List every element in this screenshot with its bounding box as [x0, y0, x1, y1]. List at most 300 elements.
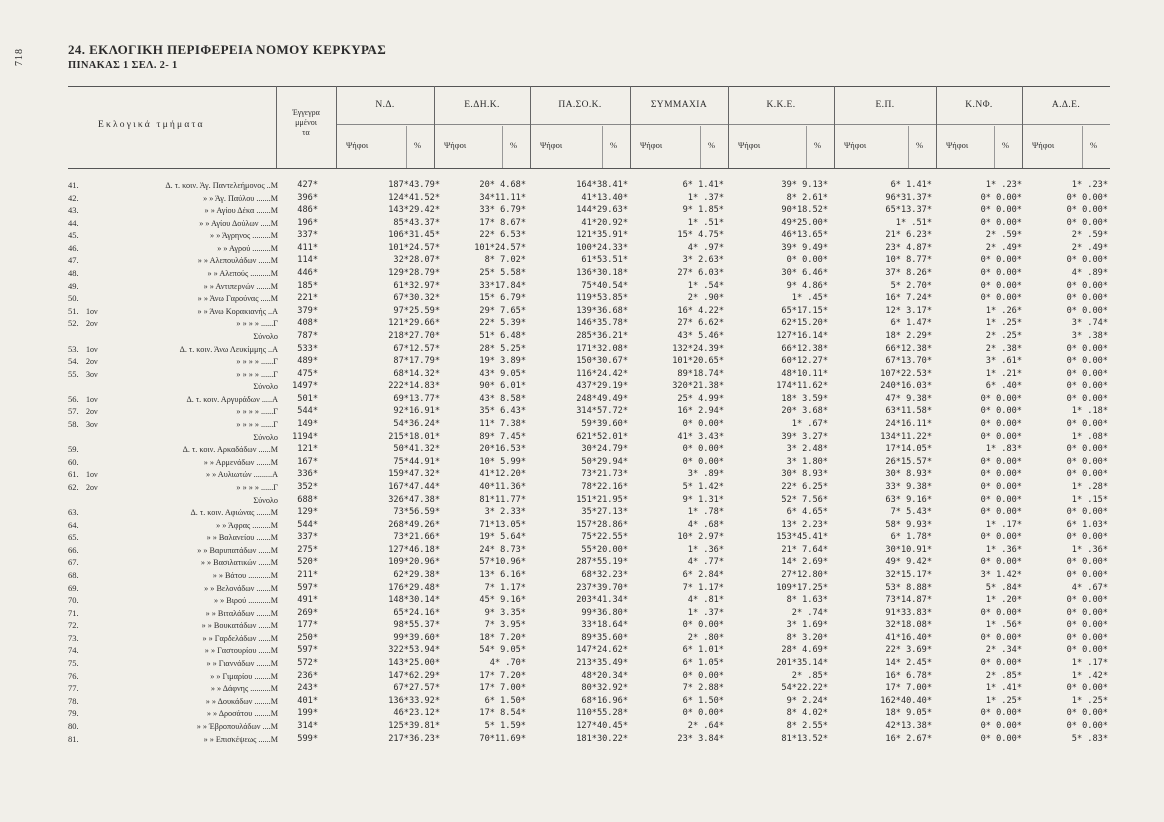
party-result-cell: 2* .85*: [791, 670, 828, 681]
party-result-cell: 164*38.41*: [576, 180, 628, 190]
registered-voters: 129*: [297, 507, 318, 518]
row-number: 69.: [68, 582, 79, 593]
votes-subheader: Ψήφοι: [946, 140, 969, 150]
party-result-cell: 222*14.83*: [388, 381, 440, 392]
table-row: [0, 595, 1164, 606]
party-header-nd: Ν.Δ.: [375, 100, 395, 110]
subheader-divider: [908, 126, 909, 168]
party-result-cell: 78*22.16*: [581, 481, 628, 492]
row-number: 58.: [68, 419, 79, 430]
row-number: 57.: [68, 406, 79, 417]
party-result-cell: 0* 0.00*: [980, 733, 1022, 744]
table-row: [0, 356, 1164, 367]
party-result-cell: 0* 0.00*: [980, 607, 1022, 618]
party-result-cell: 146*35.78*: [576, 318, 628, 329]
party-result-cell: 43* 5.46*: [677, 330, 724, 341]
party-result-cell: 0* 0.00*: [1066, 343, 1108, 354]
party-result-cell: 32*18.08*: [885, 620, 932, 631]
section-name: » » Γαρδελάδων ......Μ: [202, 633, 278, 643]
party-result-cell: 67*12.57*: [393, 343, 440, 354]
party-result-cell: 0* 0.00*: [786, 255, 828, 266]
party-result-cell: 30*10.91*: [885, 544, 932, 555]
party-result-cell: 1* .36*: [985, 544, 1022, 555]
party-result-cell: 1* .17*: [985, 519, 1022, 530]
registered-voters: 572*: [297, 658, 318, 669]
party-result-cell: 1* .08*: [1071, 431, 1108, 442]
party-result-cell: 22* 6.25*: [781, 481, 828, 492]
party-result-cell: 27* 6.62*: [677, 318, 724, 329]
percent-subheader: %: [610, 140, 618, 150]
table-row: [0, 394, 1164, 405]
registered-voters: 411*: [297, 242, 318, 253]
registered-voters: 401*: [297, 695, 318, 706]
party-result-cell: 3* .61*: [985, 356, 1022, 367]
party-result-cell: 68*32.23*: [581, 569, 628, 580]
registered-voters: 243*: [297, 683, 318, 694]
registered-voters: 520*: [297, 557, 318, 568]
registered-voters: 446*: [297, 268, 318, 279]
party-result-cell: 0* 0.00*: [980, 632, 1022, 643]
table-row: [0, 205, 1164, 216]
row-number: 68.: [68, 569, 79, 580]
party-result-cell: 0* 0.00*: [1066, 280, 1108, 291]
party-result-cell: 8* 1.63*: [786, 595, 828, 606]
party-result-cell: 0* 0.00*: [682, 444, 724, 455]
party-result-cell: 9* 1.85*: [682, 205, 724, 216]
registered-voters: 533*: [297, 343, 318, 354]
party-result-cell: 0* 0.00*: [1066, 293, 1108, 304]
registered-voters: 336*: [297, 469, 318, 480]
party-result-cell: 0* 0.00*: [1066, 469, 1108, 480]
party-result-cell: 314*57.72*: [576, 406, 628, 417]
registered-voters: 544*: [297, 406, 318, 417]
section-name: » » » » ......Γ: [236, 482, 278, 492]
section-name: » » » » ......Γ: [236, 369, 278, 379]
row-number: 60.: [68, 456, 79, 467]
party-result-cell: 16* 7.24*: [885, 293, 932, 304]
party-result-cell: 213*35.49*: [576, 658, 628, 669]
party-result-cell: 39* 9.13*: [781, 180, 828, 190]
party-result-cell: 119*53.85*: [576, 293, 628, 304]
party-result-cell: 66*12.38*: [781, 343, 828, 354]
table-row: [0, 608, 1164, 619]
row-number: 45.: [68, 230, 79, 241]
party-result-cell: 121*29.66*: [388, 318, 440, 329]
party-result-cell: 6* 4.65*: [786, 507, 828, 518]
party-result-cell: 0* 0.00*: [682, 456, 724, 467]
row-number: 78.: [68, 695, 79, 706]
row-number: 48.: [68, 268, 79, 279]
party-result-cell: 0* 0.00*: [1066, 532, 1108, 543]
section-name: » » » » ......Γ: [236, 357, 278, 367]
party-result-cell: 0* 0.00*: [1066, 595, 1108, 606]
party-result-cell: 30*24.79*: [581, 444, 628, 455]
party-result-cell: 171*32.08*: [576, 343, 628, 354]
party-result-cell: 0* 0.00*: [980, 393, 1022, 404]
section-name: Δ. τ. κοιν. Αρκαδάδων ......Μ: [182, 445, 278, 455]
party-result-cell: 27*12.80*: [781, 569, 828, 580]
subheader-divider: [406, 126, 407, 168]
party-result-cell: 4* .68*: [687, 519, 724, 530]
party-result-cell: 10* 5.99*: [479, 456, 526, 467]
party-result-cell: 101*24.57*: [388, 242, 440, 253]
party-result-cell: 55*20.00*: [581, 544, 628, 555]
registered-voters: 167*: [297, 456, 318, 467]
registered-voters: 379*: [297, 305, 318, 316]
party-result-cell: 125*39.81*: [388, 720, 440, 731]
section-class: 3ον: [86, 420, 98, 430]
section-class: 2ον: [86, 319, 98, 329]
party-result-cell: 30* 8.93*: [885, 469, 932, 480]
party-result-cell: 0* 0.00*: [1066, 217, 1108, 228]
party-result-cell: 65*17.15*: [781, 305, 828, 316]
header-divider: [276, 86, 277, 168]
party-result-cell: 4* .97*: [687, 242, 724, 253]
party-result-cell: 0* 0.00*: [682, 708, 724, 719]
row-number: 43.: [68, 205, 79, 216]
section-name: » » Επισκέψεως ......Μ: [203, 734, 278, 744]
party-result-cell: 37* 8.26*: [885, 268, 932, 279]
party-result-cell: 15* 6.79*: [479, 293, 526, 304]
registered-header: Έγγεγρα μμένοι τα: [292, 108, 320, 137]
section-name: » » Βάτου ...........Μ: [212, 570, 278, 580]
party-result-cell: 22* 6.53*: [479, 230, 526, 241]
header-bottom-rule: [68, 168, 1110, 169]
party-result-cell: 52* 7.56*: [781, 494, 828, 505]
row-number: 46.: [68, 242, 79, 253]
party-result-cell: 1* .21*: [985, 368, 1022, 379]
party-result-cell: 21* 6.23*: [885, 230, 932, 241]
party-result-cell: 41*20.92*: [581, 217, 628, 228]
section-name: » » Δάφνης ..........Μ: [210, 684, 278, 694]
party-result-cell: 61*32.97*: [393, 280, 440, 291]
party-result-cell: 1* .78*: [687, 507, 724, 518]
registered-voters: 599*: [297, 733, 318, 744]
party-result-cell: 0* 0.00*: [980, 481, 1022, 492]
row-number: 62.: [68, 481, 79, 492]
party-result-cell: 109*17.25*: [776, 582, 828, 593]
header-divider: [336, 86, 337, 168]
table-row: [0, 583, 1164, 594]
party-result-cell: 0* 0.00*: [980, 280, 1022, 291]
party-result-cell: 0* 0.00*: [1066, 356, 1108, 367]
party-result-cell: 73*21.66*: [393, 532, 440, 543]
section-name: Δ. τ. κοιν. Αργυράδων .....Α: [186, 394, 278, 404]
party-result-cell: 215*18.01*: [388, 431, 440, 442]
party-result-cell: 68*14.32*: [393, 368, 440, 379]
party-result-cell: 6* 1.50*: [682, 695, 724, 706]
row-number: 53.: [68, 343, 79, 354]
party-result-cell: 0* 0.00*: [682, 670, 724, 681]
row-number: 71.: [68, 607, 79, 618]
party-result-cell: 50*41.32*: [393, 444, 440, 455]
party-result-cell: 1* .37*: [687, 607, 724, 618]
table-row: [0, 193, 1164, 204]
section-name: » » Βουκατάδων ......Μ: [201, 621, 278, 631]
header-divider: [834, 86, 835, 168]
table-row: [0, 671, 1164, 682]
party-result-cell: 51* 6.48*: [479, 330, 526, 341]
table-row: [0, 734, 1164, 745]
party-result-cell: 39* 3.27*: [781, 431, 828, 442]
section-name: » » Γαστουρίου ......Μ: [204, 646, 278, 656]
percent-subheader: %: [916, 140, 924, 150]
table-row: [0, 633, 1164, 644]
table-row: [0, 444, 1164, 455]
party-result-cell: 10* 8.77*: [885, 255, 932, 266]
party-result-cell: 3* 2.63*: [682, 255, 724, 266]
party-result-cell: 0* 0.00*: [1066, 456, 1108, 467]
party-result-cell: 67*27.57*: [393, 683, 440, 694]
party-result-cell: 1* .41*: [985, 683, 1022, 694]
registered-voters: 114*: [297, 255, 318, 266]
party-result-cell: 1* .23*: [1071, 180, 1108, 190]
table-row: [0, 230, 1164, 241]
table-row: [0, 620, 1164, 631]
party-result-cell: 6* 1.05*: [682, 658, 724, 669]
header-top-rule: [68, 86, 1110, 87]
party-result-cell: 268*49.26*: [388, 519, 440, 530]
subheader-divider: [994, 126, 995, 168]
section-class: 1ον: [86, 394, 98, 404]
party-result-cell: 81*11.77*: [479, 494, 526, 505]
section-name: » » Αγίου Δούλων .....Μ: [199, 218, 278, 228]
section-class: 1ον: [86, 344, 98, 354]
votes-subheader: Ψήφοι: [640, 140, 663, 150]
subheader-divider: [700, 126, 701, 168]
party-result-cell: 85*43.37*: [393, 217, 440, 228]
table-row: [0, 306, 1164, 317]
party-result-cell: 43* 8.58*: [479, 393, 526, 404]
party-result-cell: 41*13.40*: [581, 192, 628, 203]
party-result-cell: 127*16.14*: [776, 330, 828, 341]
table-row: [0, 645, 1164, 656]
registered-voters: 1497*: [292, 381, 318, 392]
party-result-cell: 3* 2.33*: [484, 507, 526, 518]
party-result-cell: 25* 5.58*: [479, 268, 526, 279]
party-result-cell: 0* 0.00*: [980, 720, 1022, 731]
section-name: Σύνολο: [253, 495, 278, 505]
party-result-cell: 50*29.94*: [581, 456, 628, 467]
header-divider: [936, 86, 937, 168]
party-header-ade: Α.Δ.Ε.: [1051, 100, 1081, 110]
party-result-cell: 0* 0.00*: [1066, 557, 1108, 568]
registered-voters: 352*: [297, 481, 318, 492]
section-name: » » Γιαννάδων .......Μ: [206, 659, 278, 669]
party-result-cell: 39* 9.49*: [781, 242, 828, 253]
party-result-cell: 437*29.19*: [576, 381, 628, 392]
table-row: [0, 331, 1164, 342]
registered-voters: 337*: [297, 532, 318, 543]
party-result-cell: 2* .64*: [687, 720, 724, 731]
party-result-cell: 6* 2.84*: [682, 569, 724, 580]
table-row: [0, 658, 1164, 669]
party-result-cell: 174*11.62*: [776, 381, 828, 392]
party-result-cell: 1* .20*: [985, 595, 1022, 606]
party-result-cell: 9* 3.35*: [484, 607, 526, 618]
table-row: [0, 557, 1164, 568]
table-row: [0, 696, 1164, 707]
party-result-cell: 62*29.38*: [393, 569, 440, 580]
party-result-cell: 1* .17*: [1071, 658, 1108, 669]
party-result-cell: 22* 3.69*: [885, 645, 932, 656]
party-result-cell: 3* 1.42*: [980, 569, 1022, 580]
section-name: Δ. τ. κοιν. Αφιώνας .......Μ: [190, 508, 278, 518]
party-result-cell: 5* .83*: [1071, 733, 1108, 744]
section-class: 3ον: [86, 369, 98, 379]
party-result-cell: 176*29.48*: [388, 582, 440, 593]
party-result-cell: 18* 3.59*: [781, 393, 828, 404]
registered-voters: 149*: [297, 419, 318, 430]
party-result-cell: 240*16.03*: [880, 381, 932, 392]
party-result-cell: 147*24.62*: [576, 645, 628, 656]
party-result-cell: 35* 6.43*: [479, 406, 526, 417]
row-number: 44.: [68, 217, 79, 228]
section-name: » » Βιταλάδων .......Μ: [205, 608, 278, 618]
table-row: [0, 482, 1164, 493]
party-result-cell: 101*24.57*: [474, 242, 526, 253]
party-result-cell: 17* 8.54*: [479, 708, 526, 719]
party-result-cell: 0* 0.00*: [980, 293, 1022, 304]
party-result-cell: 124*41.52*: [388, 192, 440, 203]
party-result-cell: 0* 0.00*: [682, 419, 724, 430]
party-result-cell: 1* .45*: [791, 293, 828, 304]
party-result-cell: 0* 0.00*: [980, 494, 1022, 505]
party-result-cell: 0* 0.00*: [682, 620, 724, 631]
party-header-knf: Κ.ΝΦ.: [965, 100, 993, 110]
party-result-cell: 5* 2.70*: [890, 280, 932, 291]
party-result-cell: 47* 9.38*: [885, 393, 932, 404]
subheader-divider: [602, 126, 603, 168]
party-result-cell: 49* 9.42*: [885, 557, 932, 568]
registered-voters: 211*: [297, 569, 318, 580]
votes-subheader: Ψήφοι: [444, 140, 467, 150]
registered-voters: 337*: [297, 230, 318, 241]
votes-subheader: Ψήφοι: [346, 140, 369, 150]
party-result-cell: 9* 1.31*: [682, 494, 724, 505]
party-result-cell: 0* 0.00*: [980, 557, 1022, 568]
party-result-cell: 6* 1.03*: [1066, 519, 1108, 530]
party-result-cell: 143*25.00*: [388, 658, 440, 669]
party-result-cell: 89*18.74*: [677, 368, 724, 379]
party-result-cell: 2* .80*: [687, 632, 724, 643]
party-result-cell: 89* 7.45*: [479, 431, 526, 442]
party-result-cell: 20*16.53*: [479, 444, 526, 455]
party-result-cell: 0* 0.00*: [980, 507, 1022, 518]
party-result-cell: 1* .51*: [895, 217, 932, 228]
party-result-cell: 27* 6.03*: [677, 268, 724, 279]
party-result-cell: 1* .83*: [985, 444, 1022, 455]
party-result-cell: 136*30.18*: [576, 268, 628, 279]
party-result-cell: 121*35.91*: [576, 230, 628, 241]
party-result-cell: 1* .25*: [985, 318, 1022, 329]
party-result-cell: 2* .85*: [985, 670, 1022, 681]
party-result-cell: 1* .51*: [687, 217, 724, 228]
party-result-cell: 45* 9.16*: [479, 595, 526, 606]
votes-subheader: Ψήφοι: [844, 140, 867, 150]
subheader-divider: [1082, 126, 1083, 168]
row-number: 42.: [68, 192, 79, 203]
table-row: [0, 218, 1164, 229]
party-result-cell: 12* 3.17*: [885, 305, 932, 316]
subheader-divider: [502, 126, 503, 168]
party-result-cell: 16* 4.22*: [677, 305, 724, 316]
party-result-cell: 53* 8.88*: [885, 582, 932, 593]
party-result-cell: 201*35.14*: [776, 658, 828, 669]
percent-subheader: %: [510, 140, 518, 150]
party-result-cell: 20* 3.68*: [781, 406, 828, 417]
table-row: [0, 293, 1164, 304]
party-result-cell: 87*17.79*: [393, 356, 440, 367]
party-result-cell: 0* 0.00*: [1066, 708, 1108, 719]
header-divider: [530, 86, 531, 168]
row-number: 64.: [68, 519, 79, 530]
party-result-cell: 2* .90*: [687, 293, 724, 304]
party-result-cell: 9* 2.24*: [786, 695, 828, 706]
row-number: 72.: [68, 620, 79, 631]
party-result-cell: 6* 1.01*: [682, 645, 724, 656]
party-result-cell: 0* 0.00*: [980, 192, 1022, 203]
party-result-cell: 97*25.59*: [393, 305, 440, 316]
party-result-cell: 0* 0.00*: [1066, 632, 1108, 643]
votes-subheader: Ψήφοι: [738, 140, 761, 150]
table-row: [0, 708, 1164, 719]
section-name: » » Αντιπερνών .......Μ: [203, 281, 278, 291]
party-result-cell: 0* 0.00*: [980, 532, 1022, 543]
party-result-cell: 203*41.34*: [576, 595, 628, 606]
table-row: [0, 255, 1164, 266]
section-name: Σύνολο: [253, 382, 278, 392]
party-result-cell: 127*46.18*: [388, 544, 440, 555]
party-result-cell: 2* .34*: [985, 645, 1022, 656]
party-result-cell: 8* 3.20*: [786, 632, 828, 643]
party-result-cell: 61*53.51*: [581, 255, 628, 266]
party-result-cell: 0* 0.00*: [1066, 683, 1108, 694]
party-result-cell: 134*11.22*: [880, 431, 932, 442]
party-result-cell: 129*28.79*: [388, 268, 440, 279]
party-result-cell: 8* 2.55*: [786, 720, 828, 731]
party-result-cell: 90* 6.01*: [479, 381, 526, 392]
row-number: 50.: [68, 293, 79, 304]
registered-voters: 501*: [297, 393, 318, 404]
party-result-cell: 6* 1.41*: [890, 180, 932, 190]
party-result-cell: 16* 2.94*: [677, 406, 724, 417]
party-result-cell: 54*22.22*: [781, 683, 828, 694]
party-result-cell: 22* 5.39*: [479, 318, 526, 329]
party-result-cell: 42*13.38*: [885, 720, 932, 731]
party-result-cell: 9* 4.86*: [786, 280, 828, 291]
party-result-cell: 16* 6.78*: [885, 670, 932, 681]
party-result-cell: 75*44.91*: [393, 456, 440, 467]
party-result-cell: 147*62.29*: [388, 670, 440, 681]
section-name: » » Άνω Κορακιανής ..Α: [197, 306, 278, 316]
party-result-cell: 0* 0.00*: [1066, 645, 1108, 656]
registered-voters: 544*: [297, 519, 318, 530]
party-result-cell: 65*13.37*: [885, 205, 932, 216]
table-row: [0, 683, 1164, 694]
party-result-cell: 322*53.94*: [388, 645, 440, 656]
row-number: 80.: [68, 720, 79, 731]
subheader-divider: [806, 126, 807, 168]
party-result-cell: 57*10.96*: [479, 557, 526, 568]
party-result-cell: 59*39.60*: [581, 419, 628, 430]
party-result-cell: 1* .25*: [985, 695, 1022, 706]
party-result-cell: 116*24.42*: [576, 368, 628, 379]
party-result-cell: 63*11.58*: [885, 406, 932, 417]
party-result-cell: 89*35.60*: [581, 632, 628, 643]
party-result-cell: 28* 4.69*: [781, 645, 828, 656]
party-result-cell: 46*13.65*: [781, 230, 828, 241]
